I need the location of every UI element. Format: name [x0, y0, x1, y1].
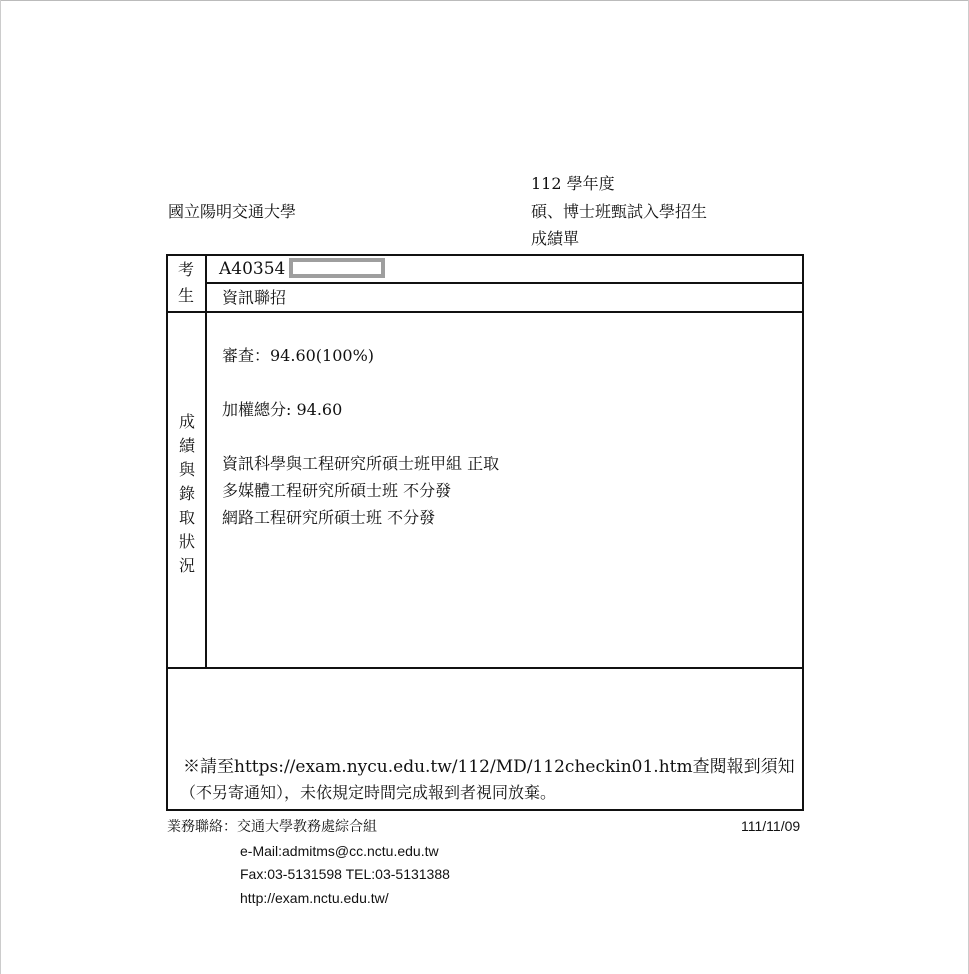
row-divider-2: [166, 311, 804, 313]
university-name: 國立陽明交通大學: [168, 202, 297, 221]
document-type: 成績單: [531, 229, 580, 248]
page-top-border: [0, 0, 969, 1]
exam-group: 資訊聯招: [222, 288, 287, 307]
student-label-top: 考: [178, 260, 195, 279]
review-score: 審查：94.60(100%): [222, 346, 375, 365]
admission-result: 網路工程研究所碩士班 不分發: [222, 508, 436, 527]
student-id: A40354: [219, 259, 286, 279]
student-label-bottom: 生: [178, 286, 195, 305]
contact-office: 業務聯絡：交通大學教務處綜合組: [167, 818, 377, 834]
contact-website: http://exam.nctu.edu.tw/: [240, 890, 389, 906]
column-divider: [205, 254, 207, 669]
redacted-name: [289, 258, 385, 278]
checkin-notice-line1: ※請至https://exam.nycu.edu.tw/112/MD/112checkin01.htm查閱報到須知: [183, 757, 795, 777]
academic-year: 112 學年度: [531, 174, 615, 193]
page-left-border: [0, 0, 1, 974]
results-label: 成績與錄取狀況: [178, 412, 195, 575]
score-table: [166, 254, 804, 811]
contact-phone: Fax:03-5131598 TEL:03-5131388: [240, 866, 450, 882]
contact-email: e-Mail:admitms@cc.nctu.edu.tw: [240, 843, 439, 859]
admission-result: 資訊科學與工程研究所碩士班甲組 正取: [222, 454, 500, 473]
issue-date: 111/11/09: [741, 818, 801, 834]
admission-result: 多媒體工程研究所碩士班 不分發: [222, 481, 452, 500]
program-title: 碩、博士班甄試入學招生: [531, 202, 708, 221]
row-divider-1: [206, 282, 804, 284]
checkin-notice-line2: （不另寄通知），未依規定時間完成報到者視同放棄。: [180, 783, 557, 802]
weighted-total: 加權總分: 94.60: [222, 400, 343, 419]
row-divider-3: [166, 667, 804, 669]
